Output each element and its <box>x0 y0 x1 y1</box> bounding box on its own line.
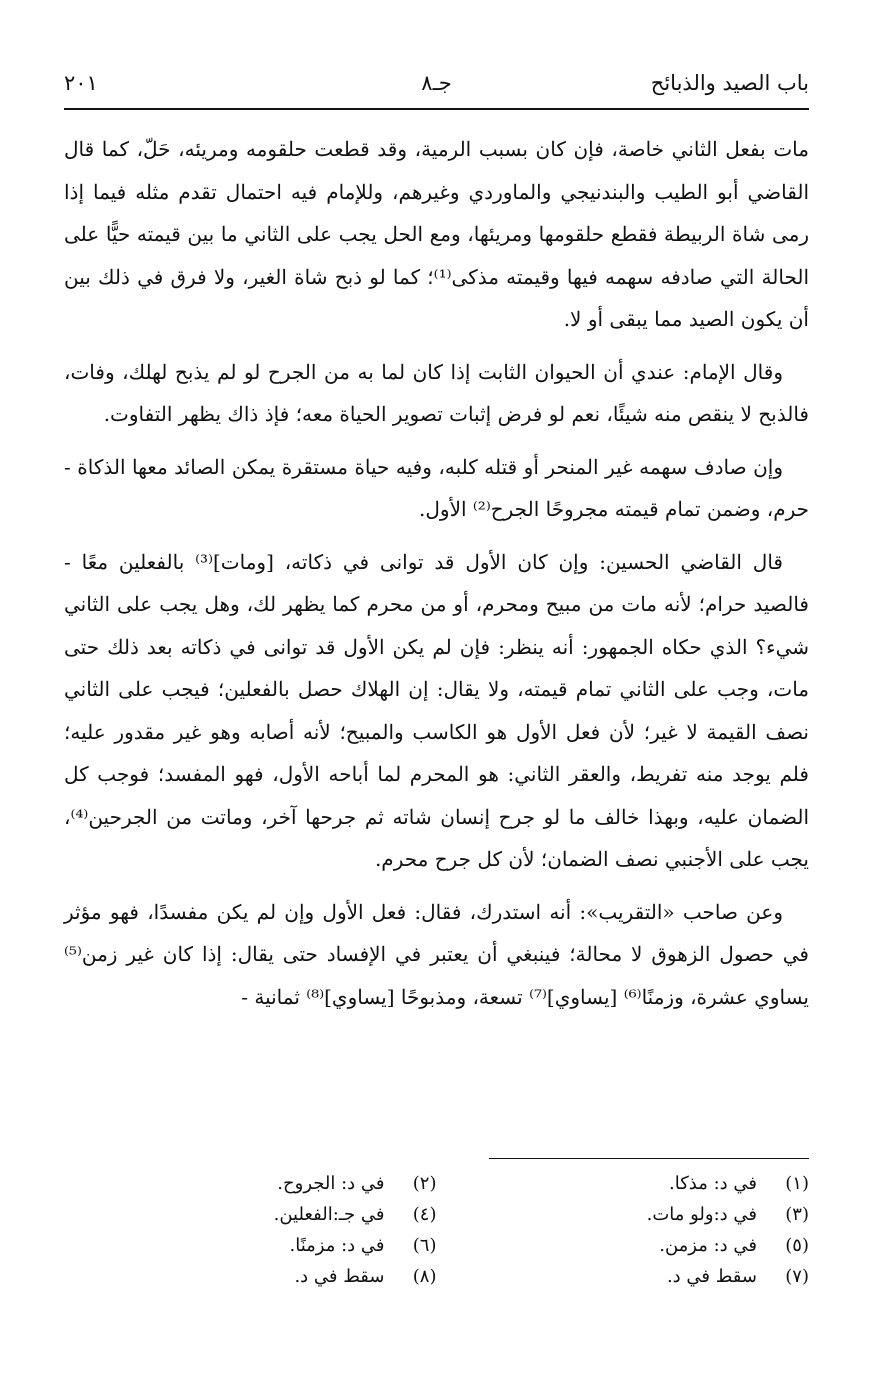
footnote-text: سقط في د. <box>666 1266 757 1287</box>
paragraph: مات بفعل الثاني خاصة، فإن كان بسبب الرمية، وقد قطعت حلقومه ومريئه، حَلّ، كما قال القاضي أبو الطيب والبندنيجي والماوردي وغيرهم، وللإمام فيه احتمال تقدم مثله فيما إذا رمى شاة الربيطة فقطع حلقومها ومريئها، ومع الحل يجب على الثاني ما بين قيمته حيًّا على الحالة التي صادفه سهمه فيها وقيمته مذكى⁽¹⁾؛ كما لو ذبح شاة الغير، ولا فرق في ذلك بين أن يكون الصيد مما يبقى أو لا. <box>64 137 810 331</box>
footnote <box>437 1261 810 1292</box>
footnote-text: في د: مزمن. <box>659 1235 757 1256</box>
footnote-row <box>64 1199 809 1230</box>
volume-label: جـ٨ <box>421 71 452 95</box>
running-header <box>64 64 809 100</box>
header-divider <box>64 108 809 110</box>
footnotes <box>64 1168 809 1292</box>
footnote-text: في د: مذكا. <box>669 1173 757 1194</box>
footnote-row <box>64 1261 809 1292</box>
footnote <box>437 1230 810 1261</box>
footnote <box>64 1261 437 1292</box>
footnote <box>64 1168 437 1199</box>
footnote-number: (١) <box>785 1173 809 1194</box>
page-number: ٢٠١ <box>64 71 98 95</box>
chapter-title: باب الصيد والذبائح <box>650 71 809 95</box>
footnote-number: (٤) <box>412 1204 437 1225</box>
paragraph: وقال الإمام: عندي أن الحيوان الثابت إذا كان لما به من الجرح لو لم يذبح لهلك، وفات، فالذبح لا ينقص منه شيئًا، نعم لو فرض إثبات تصوير الحياة معه؛ فإذ ذاك يظهر التفاوت. <box>64 359 809 426</box>
footnote-text: في د:ولو مات. <box>646 1204 757 1225</box>
footnote-row <box>64 1168 809 1199</box>
footnote <box>437 1199 810 1230</box>
footnote-row <box>64 1230 809 1261</box>
main-text <box>64 128 809 1028</box>
paragraph: وعن صاحب «التقريب»: أنه استدرك، فقال: فعل الأول وإن لم يكن مفسدًا، فهو مؤثر في حصول الزهوق لا محالة؛ فينبغي أن يعتبر في الإفساد حتى يقال: إذا كان غير زمن⁽⁵⁾ يساوي عشرة، وزمنًا⁽⁶⁾ [يساوي]⁽⁷⁾ تسعة، ومذبوحًا [يساوي]⁽⁸⁾ ثمانية - <box>64 899 809 1009</box>
footnote-text: في د: مزمنًا. <box>289 1235 385 1256</box>
footnote-number: (٢) <box>412 1173 437 1194</box>
footnote <box>437 1168 810 1199</box>
paragraph: قال القاضي الحسين: وإن كان الأول قد توانى في ذكاته، [ومات]⁽³⁾ بالفعلين معًا - فالصيد حرام؛ لأنه مات من مبيح ومحرم، أو من محرم كما يظهر لك، وهل يجب على الثاني شيء؟ الذي حكاه الجمهور: أنه ينظر: فإن لم يكن الأول قد توانى في ذكاته بعد ذلك حتى مات، وجب على الثاني تمام قيمته، ولا يقال: إن الهلاك حصل بالفعلين؛ فيجب على الثاني نصف القيمة لا غير؛ لأن فعل الأول هو الكاسب والمبيح؛ لأنه أصابه وهو غير مقدور عليه؛ فلم يوجد منه تفريط، والعقر الثاني: هو المحرم لما أباحه الأول، فهو المفسد؛ فوجب كل الضمان عليه، وبهذا خالف ما لو جرح إنسان شاته ثم جرحها آخر، وماتت من الجرحين⁽⁴⁾، يجب على الأجنبي نصف الضمان؛ لأن كل جرح محرم. <box>64 549 809 871</box>
footnote-text: سقط في د. <box>294 1266 385 1287</box>
footnote-number: (٦) <box>412 1235 437 1256</box>
footnote-divider <box>489 1158 809 1159</box>
footnote-number: (٨) <box>412 1266 437 1287</box>
footnote-number: (٧) <box>785 1266 809 1287</box>
footnote <box>64 1199 437 1230</box>
footnote-number: (٣) <box>785 1204 809 1225</box>
footnote-text: في جـ:الفعلين. <box>273 1204 385 1225</box>
footnote-text: في د: الجروح. <box>277 1173 385 1194</box>
footnote-number: (٥) <box>785 1235 809 1256</box>
paragraph: وإن صادف سهمه غير المنحر أو قتله كلبه، وفيه حياة مستقرة يمكن الصائد معها الذكاة - حرم، وضمن تمام قيمته مجروحًا الجرح⁽²⁾ الأول. <box>64 454 809 521</box>
footnote <box>64 1230 437 1261</box>
